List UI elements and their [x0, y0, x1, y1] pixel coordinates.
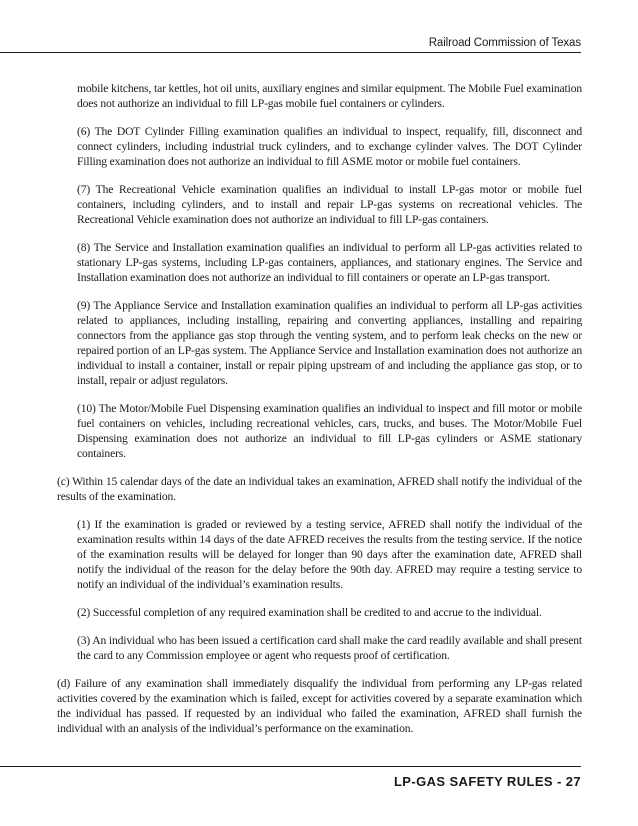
paragraph-section-d: (d) Failure of any examination shall immediately disqualify the individual from performing any LP-gas related activities covered by the examination which is failed, except for activities covered by a separate examination which the individual has passed. If requested by an individual who failed the examination, AFRED shall furnish the individual with an analysis of the individual’s performance on the examination. [57, 677, 582, 735]
body-text [57, 81, 582, 749]
paragraph-c-2: (2) Successful completion of any required examination shall be credited to and accrue to the individual. [77, 606, 542, 619]
footer-rule [0, 766, 581, 767]
paragraph-section-c: (c) Within 15 calendar days of the date an individual takes an examination, AFRED shall notify the individual of the results of the examination. [57, 475, 582, 503]
paragraph-motor-mobile-dispensing: (10) The Motor/Mobile Fuel Dispensing examination qualifies an individual to inspect and fill motor or mobile fuel containers on vehicles, including recreational vehicles, cars, trucks, and buses. The Motor/Mobile Fuel Dispensing examination does not authorize an individual to fill LP-gas cylinders or ASME stationary containers. [77, 402, 582, 460]
paragraph-service-installation: (8) The Service and Installation examination qualifies an individual to perform all LP-gas activities related to stationary LP-gas systems, including LP-gas containers, appliances, and stationary engines. The Service and Installation examination does not authorize an individual to fill containers or operate an LP-gas transport. [77, 241, 582, 284]
paragraph-mobile-fuel-continued: mobile kitchens, tar kettles, hot oil units, auxiliary engines and similar equipment. The Mobile Fuel examination does not authorize an individual to fill LP-gas mobile fuel containers or cylinders. [77, 82, 582, 110]
paragraph-c-1: (1) If the examination is graded or reviewed by a testing service, AFRED shall notify the individual of the examination results within 14 days of the date AFRED receives the results from the testing service. If the notice of the examination results will be delayed for longer than 90 days after the examination date, AFRED shall notify the individual of the reason for the delay before the 90th day. AFRED may require a testing service to notify an individual of the individual’s examination results. [77, 518, 582, 591]
running-header: Railroad Commission of Texas [428, 37, 581, 49]
paragraph-c-3: (3) An individual who has been issued a certification card shall make the card readily available and shall present the card to any Commission employee or agent who requests proof of certification. [77, 634, 582, 662]
header-rule [0, 52, 581, 53]
paragraph-appliance-service: (9) The Appliance Service and Installation examination qualifies an individual to perform all LP-gas activities related to appliances, including installing, repairing and converting appliances, installing and repairing connectors from the appliance gas stop through the venting system, and to perform leak checks on the new or repaired portion of an LP-gas system. The Appliance Service and Installation examination does not authorize an individual to install a container, install or repair piping upstream of and including the appliance gas stop, or to install, repair or adjust regulators. [77, 299, 582, 387]
paragraph-dot-cylinder-filling: (6) The DOT Cylinder Filling examination qualifies an individual to inspect, requalify, fill, disconnect and connect cylinders, including industrial truck cylinders, and to exchange cylinder valves. The DOT Cylinder Filling examination does not authorize an individual to fill ASME motor or mobile fuel containers. [77, 125, 582, 168]
running-footer: LP-GAS SAFETY RULES - 27 [393, 774, 581, 789]
paragraph-recreational-vehicle: (7) The Recreational Vehicle examination qualifies an individual to install LP-gas motor or mobile fuel containers, including cylinders, and to install and repair LP-gas systems on recreational vehicles. The Recreational Vehicle examination does not authorize an individual to fill LP-gas containers. [77, 183, 582, 226]
